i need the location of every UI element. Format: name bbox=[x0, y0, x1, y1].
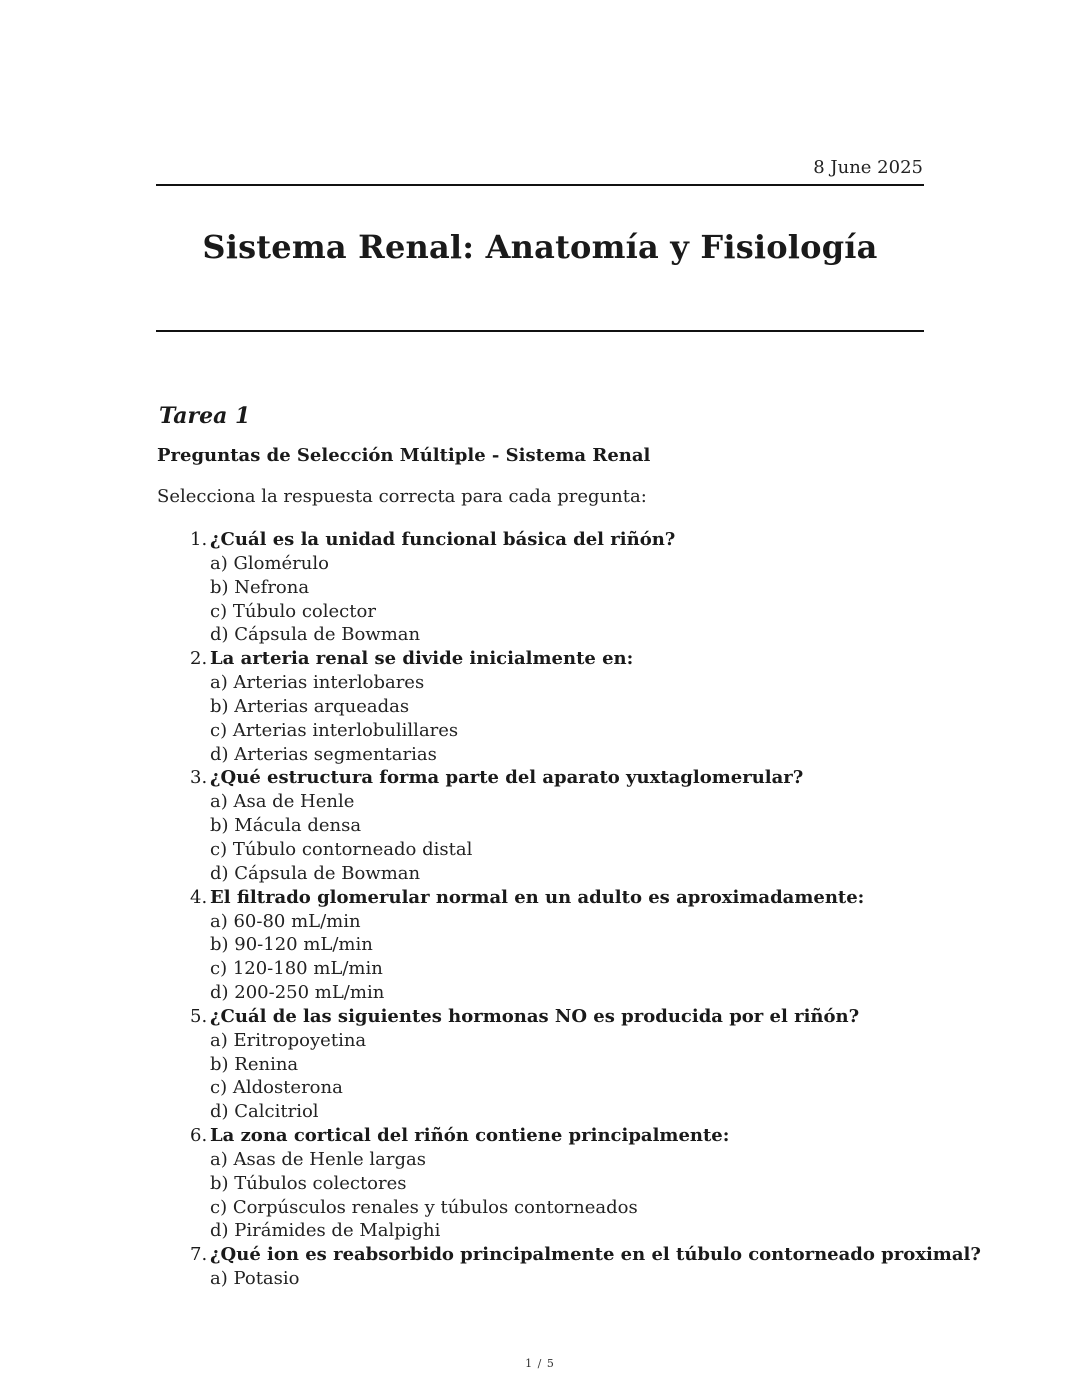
question-header bbox=[190, 886, 981, 910]
question-number: 5. bbox=[190, 1005, 208, 1027]
question-number: 1. bbox=[190, 529, 208, 550]
answer-option: c) Túbulo contorneado distal bbox=[210, 838, 473, 860]
answer-option: d) Cápsula de Bowman bbox=[210, 862, 421, 884]
question-text: ¿Qué ion es reabsorbido principalmente en el túbulo contorneado proximal? bbox=[210, 1244, 981, 1266]
answer-option: b) Mácula densa bbox=[210, 815, 362, 837]
question-number: 3. bbox=[190, 767, 208, 789]
header-rule bbox=[156, 184, 924, 186]
answer-option: b) Nefrona bbox=[210, 576, 310, 598]
answer-option: c) 120-180 mL/min bbox=[210, 958, 383, 980]
answer-option: c) Corpúsculos renales y túbulos contorneados bbox=[210, 1196, 638, 1218]
question-item bbox=[190, 766, 981, 885]
question-number: 4. bbox=[190, 886, 208, 908]
question-header bbox=[190, 766, 981, 790]
question-text: ¿Cuál es la unidad funcional básica del riñón? bbox=[210, 529, 676, 550]
title-rule bbox=[156, 330, 924, 332]
question-number: 6. bbox=[190, 1125, 208, 1147]
answer-option: c) Arterias interlobulillares bbox=[210, 719, 459, 741]
instructions: Selecciona la respuesta correcta para cada pregunta: bbox=[157, 486, 647, 507]
task-heading: Tarea 1 bbox=[159, 403, 251, 429]
question-text: La zona cortical del riñón contiene principalmente: bbox=[210, 1125, 730, 1147]
question-text: ¿Qué estructura forma parte del aparato yuxtaglomerular? bbox=[210, 767, 804, 789]
answer-option: a) Asa de Henle bbox=[210, 791, 355, 813]
answer-option: b) Arterias arqueadas bbox=[210, 695, 410, 717]
answer-option: a) Potasio bbox=[210, 1268, 300, 1290]
question-text: ¿Cuál de las siguientes hormonas NO es producida por el riñón? bbox=[210, 1005, 860, 1027]
answer-option: a) Glomérulo bbox=[210, 552, 329, 574]
question-item bbox=[190, 1124, 981, 1243]
question-header bbox=[190, 528, 981, 552]
question-number: 2. bbox=[190, 648, 208, 670]
answer-option: d) Arterias segmentarias bbox=[210, 743, 437, 765]
question-list bbox=[190, 528, 981, 1291]
answer-option: b) Renina bbox=[210, 1053, 299, 1075]
question-header bbox=[190, 647, 981, 671]
answer-option: c) Túbulo colector bbox=[210, 600, 376, 622]
question-header bbox=[190, 1243, 981, 1267]
question-text: La arteria renal se divide inicialmente en: bbox=[210, 648, 634, 670]
answer-option: a) Arterias interlobares bbox=[210, 672, 425, 694]
answer-option: d) Pirámides de Malpighi bbox=[210, 1220, 441, 1242]
question-item bbox=[190, 528, 981, 647]
answer-option: b) Túbulos colectores bbox=[210, 1172, 407, 1194]
answer-option: a) Asas de Henle largas bbox=[210, 1148, 426, 1170]
document-date: 8 June 2025 bbox=[813, 157, 923, 178]
document-title: Sistema Renal: Anatomía y Fisiología bbox=[202, 228, 878, 266]
question-number: 7. bbox=[190, 1244, 208, 1266]
answer-option: c) Aldosterona bbox=[210, 1077, 343, 1099]
answer-option: d) Calcitriol bbox=[210, 1101, 319, 1123]
question-item bbox=[190, 886, 981, 1005]
question-item bbox=[190, 647, 981, 766]
section-subtitle: Preguntas de Selección Múltiple - Sistema Renal bbox=[157, 445, 651, 466]
answer-option: a) 60-80 mL/min bbox=[210, 910, 361, 932]
page-number: 1 / 5 bbox=[525, 1357, 555, 1370]
question-header bbox=[190, 1124, 981, 1148]
question-header bbox=[190, 1005, 981, 1029]
answer-option: b) 90-120 mL/min bbox=[210, 934, 373, 956]
question-text: El filtrado glomerular normal en un adulto es aproximadamente: bbox=[210, 886, 865, 908]
answer-option: d) Cápsula de Bowman bbox=[210, 624, 421, 646]
question-item bbox=[190, 1005, 981, 1124]
answer-option: a) Eritropoyetina bbox=[210, 1029, 367, 1051]
question-item bbox=[190, 1243, 981, 1291]
answer-option: d) 200-250 mL/min bbox=[210, 982, 385, 1004]
